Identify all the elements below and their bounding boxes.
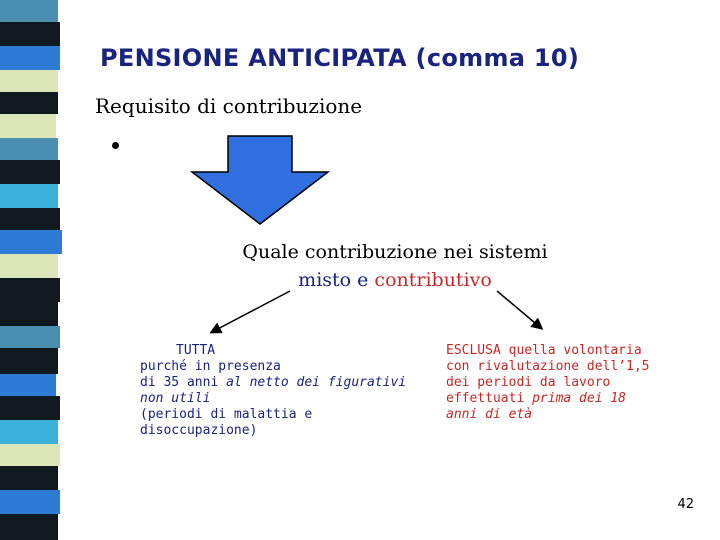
question-line-1: Quale contribuzione nei sistemi bbox=[242, 241, 548, 263]
left-line-3 bbox=[140, 375, 406, 391]
right-line-2: con rivalutazione dell’1,5 bbox=[446, 359, 650, 374]
left-line-6: disoccupazione) bbox=[140, 423, 258, 438]
right-line-1: ESCLUSA quella volontaria bbox=[446, 343, 642, 358]
left-line-3-italic: al netto dei figurativi bbox=[226, 375, 407, 390]
left-line-2: purché in presenza bbox=[140, 359, 281, 374]
question-word-misto: misto bbox=[298, 269, 352, 291]
left-line-5: (periodi di malattia e bbox=[140, 407, 313, 422]
included-contributions-block bbox=[140, 343, 406, 439]
right-connector-arrow bbox=[497, 291, 541, 328]
excluded-contributions-block bbox=[446, 343, 650, 423]
question-word-contributivo: contributivo bbox=[374, 269, 492, 291]
slide-subtitle: Requisito di contribuzione bbox=[95, 94, 363, 118]
right-line-5: anni di età bbox=[446, 407, 533, 422]
slide-title: PENSIONE ANTICIPATA (comma 10) bbox=[100, 44, 580, 72]
page-number: 42 bbox=[677, 497, 694, 512]
question-word-e: e bbox=[351, 269, 375, 291]
left-connector-arrow bbox=[212, 291, 290, 332]
left-line-3-plain: di 35 anni bbox=[140, 375, 227, 390]
left-line-4: non utili bbox=[140, 391, 211, 406]
right-line-4-italic: prima dei 18 bbox=[532, 391, 627, 406]
right-line-4-plain: effettuati bbox=[446, 391, 533, 406]
right-line-4 bbox=[446, 391, 650, 407]
right-line-3: dei periodi da lavoro bbox=[446, 375, 611, 390]
left-line-1: TUTTA bbox=[176, 343, 216, 358]
